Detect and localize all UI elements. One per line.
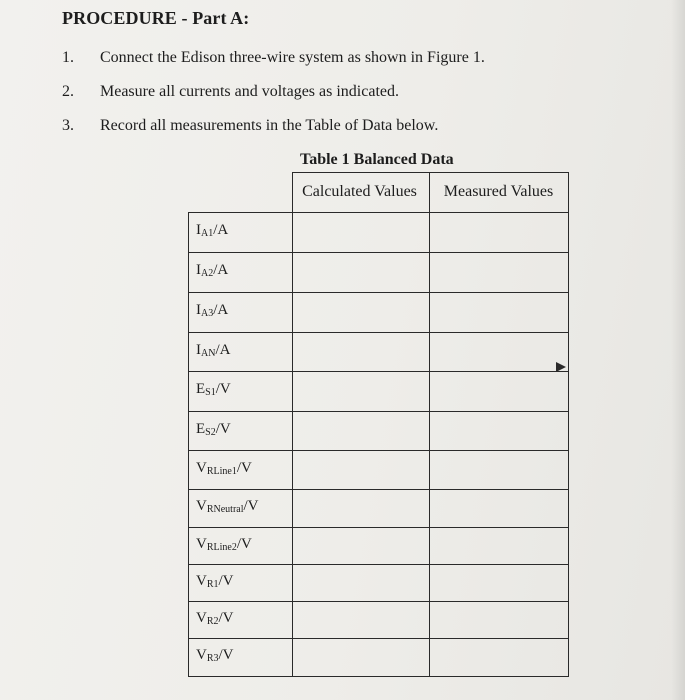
row-label-unit: /V [236,535,252,552]
row-label-subscript: AN [201,347,216,359]
row-label-unit: /V [215,381,231,397]
table-caption: Table 1 Balanced Data [300,151,454,168]
step-3-text: Record all measurements in the Table of Data below. [100,117,439,134]
row-label-ian [196,342,230,359]
row-label-unit: /V [236,459,252,476]
row-label-ia1 [196,222,228,239]
page-shadow-edge [671,0,685,700]
row-label-vr2 [196,610,234,627]
row-label-unit: /A [215,341,231,358]
row-label-symbol: V [196,609,207,626]
row-label-vr1 [196,573,234,590]
row-label-symbol: I [196,222,201,238]
row-label-symbol: V [196,498,207,514]
header-left-line [292,172,293,212]
calculated-value-cell[interactable] [293,602,429,638]
column-header-measured: Measured Values [443,182,554,200]
row-label-unit: /A [213,262,229,278]
row-label-vrline1 [196,460,252,477]
row-label-vrneutral [196,498,259,515]
row-label-subscript: S2 [205,426,216,438]
step-3-number: 3. [62,117,74,134]
calculated-value-cell[interactable] [293,528,429,564]
row-label-vrline2 [196,536,252,553]
row-label-subscript: A3 [201,308,214,319]
measured-value-cell[interactable] [430,451,568,489]
row-line-12 [188,676,569,677]
cursor-arrow-mark [556,362,566,372]
measured-value-cell[interactable] [430,602,568,638]
row-label-subscript: RNeutral [206,504,244,515]
row-label-unit: /V [218,609,234,626]
calculated-value-cell[interactable] [293,412,429,450]
row-label-unit: /A [213,302,229,318]
measured-value-cell[interactable] [430,372,568,411]
row-label-symbol: I [196,262,201,278]
row-label-es2 [196,421,231,438]
row-label-subscript: A2 [201,268,214,279]
measured-value-cell[interactable] [430,490,568,527]
row-label-unit: /V [218,572,234,589]
measured-value-cell[interactable] [430,639,568,676]
row-label-symbol: I [196,341,201,358]
row-label-symbol: I [196,302,201,318]
calculated-value-cell[interactable] [293,333,429,371]
calculated-value-cell[interactable] [293,639,429,676]
table-right-line [568,212,569,677]
calculated-value-cell[interactable] [293,293,429,332]
row-label-unit: /V [215,420,231,437]
row-label-unit: /V [243,498,259,514]
row-label-subscript: R1 [206,578,219,590]
measured-value-cell[interactable] [430,253,568,292]
row-label-vr3 [196,647,234,664]
header-divider-line [429,172,430,212]
row-label-unit: /A [213,222,229,238]
step-1-text: Connect the Edison three-wire system as shown in Figure 1. [100,49,485,66]
measured-value-cell[interactable] [430,565,568,601]
step-2-number: 2. [62,83,74,100]
row-label-subscript: R3 [206,653,219,664]
row-label-ia2 [196,262,228,279]
calculated-value-cell[interactable] [293,372,429,411]
procedure-heading: PROCEDURE - Part A: [62,8,250,28]
row-label-subscript: RLine1 [206,465,237,477]
measured-value-cell[interactable] [430,333,568,371]
row-label-symbol: E [196,420,206,437]
row-label-subscript: S1 [205,387,216,398]
calculated-value-cell[interactable] [293,213,429,252]
header-top-line [292,172,568,173]
table-left-line [188,212,189,676]
step-2-text: Measure all currents and voltages as indicated. [100,83,399,100]
row-label-symbol: E [196,381,206,397]
row-label-subscript: RLine2 [206,541,237,553]
measured-value-cell[interactable] [430,528,568,564]
row-label-symbol: V [196,459,207,476]
row-label-ia3 [196,302,228,319]
calculated-value-cell[interactable] [293,565,429,601]
row-label-subscript: A1 [201,228,214,239]
step-1-number: 1. [62,49,74,66]
row-label-symbol: V [196,535,207,552]
row-label-symbol: V [196,572,207,589]
header-right-line [568,172,569,212]
row-label-unit: /V [218,647,234,663]
measured-value-cell[interactable] [430,412,568,450]
calculated-value-cell[interactable] [293,253,429,292]
row-label-es1 [196,381,231,398]
calculated-value-cell[interactable] [293,490,429,527]
column-header-calculated: Calculated Values [302,182,417,200]
measured-value-cell[interactable] [430,213,568,252]
row-label-symbol: V [196,647,207,663]
measured-value-cell[interactable] [430,293,568,332]
row-label-subscript: R2 [206,615,219,627]
calculated-value-cell[interactable] [293,451,429,489]
